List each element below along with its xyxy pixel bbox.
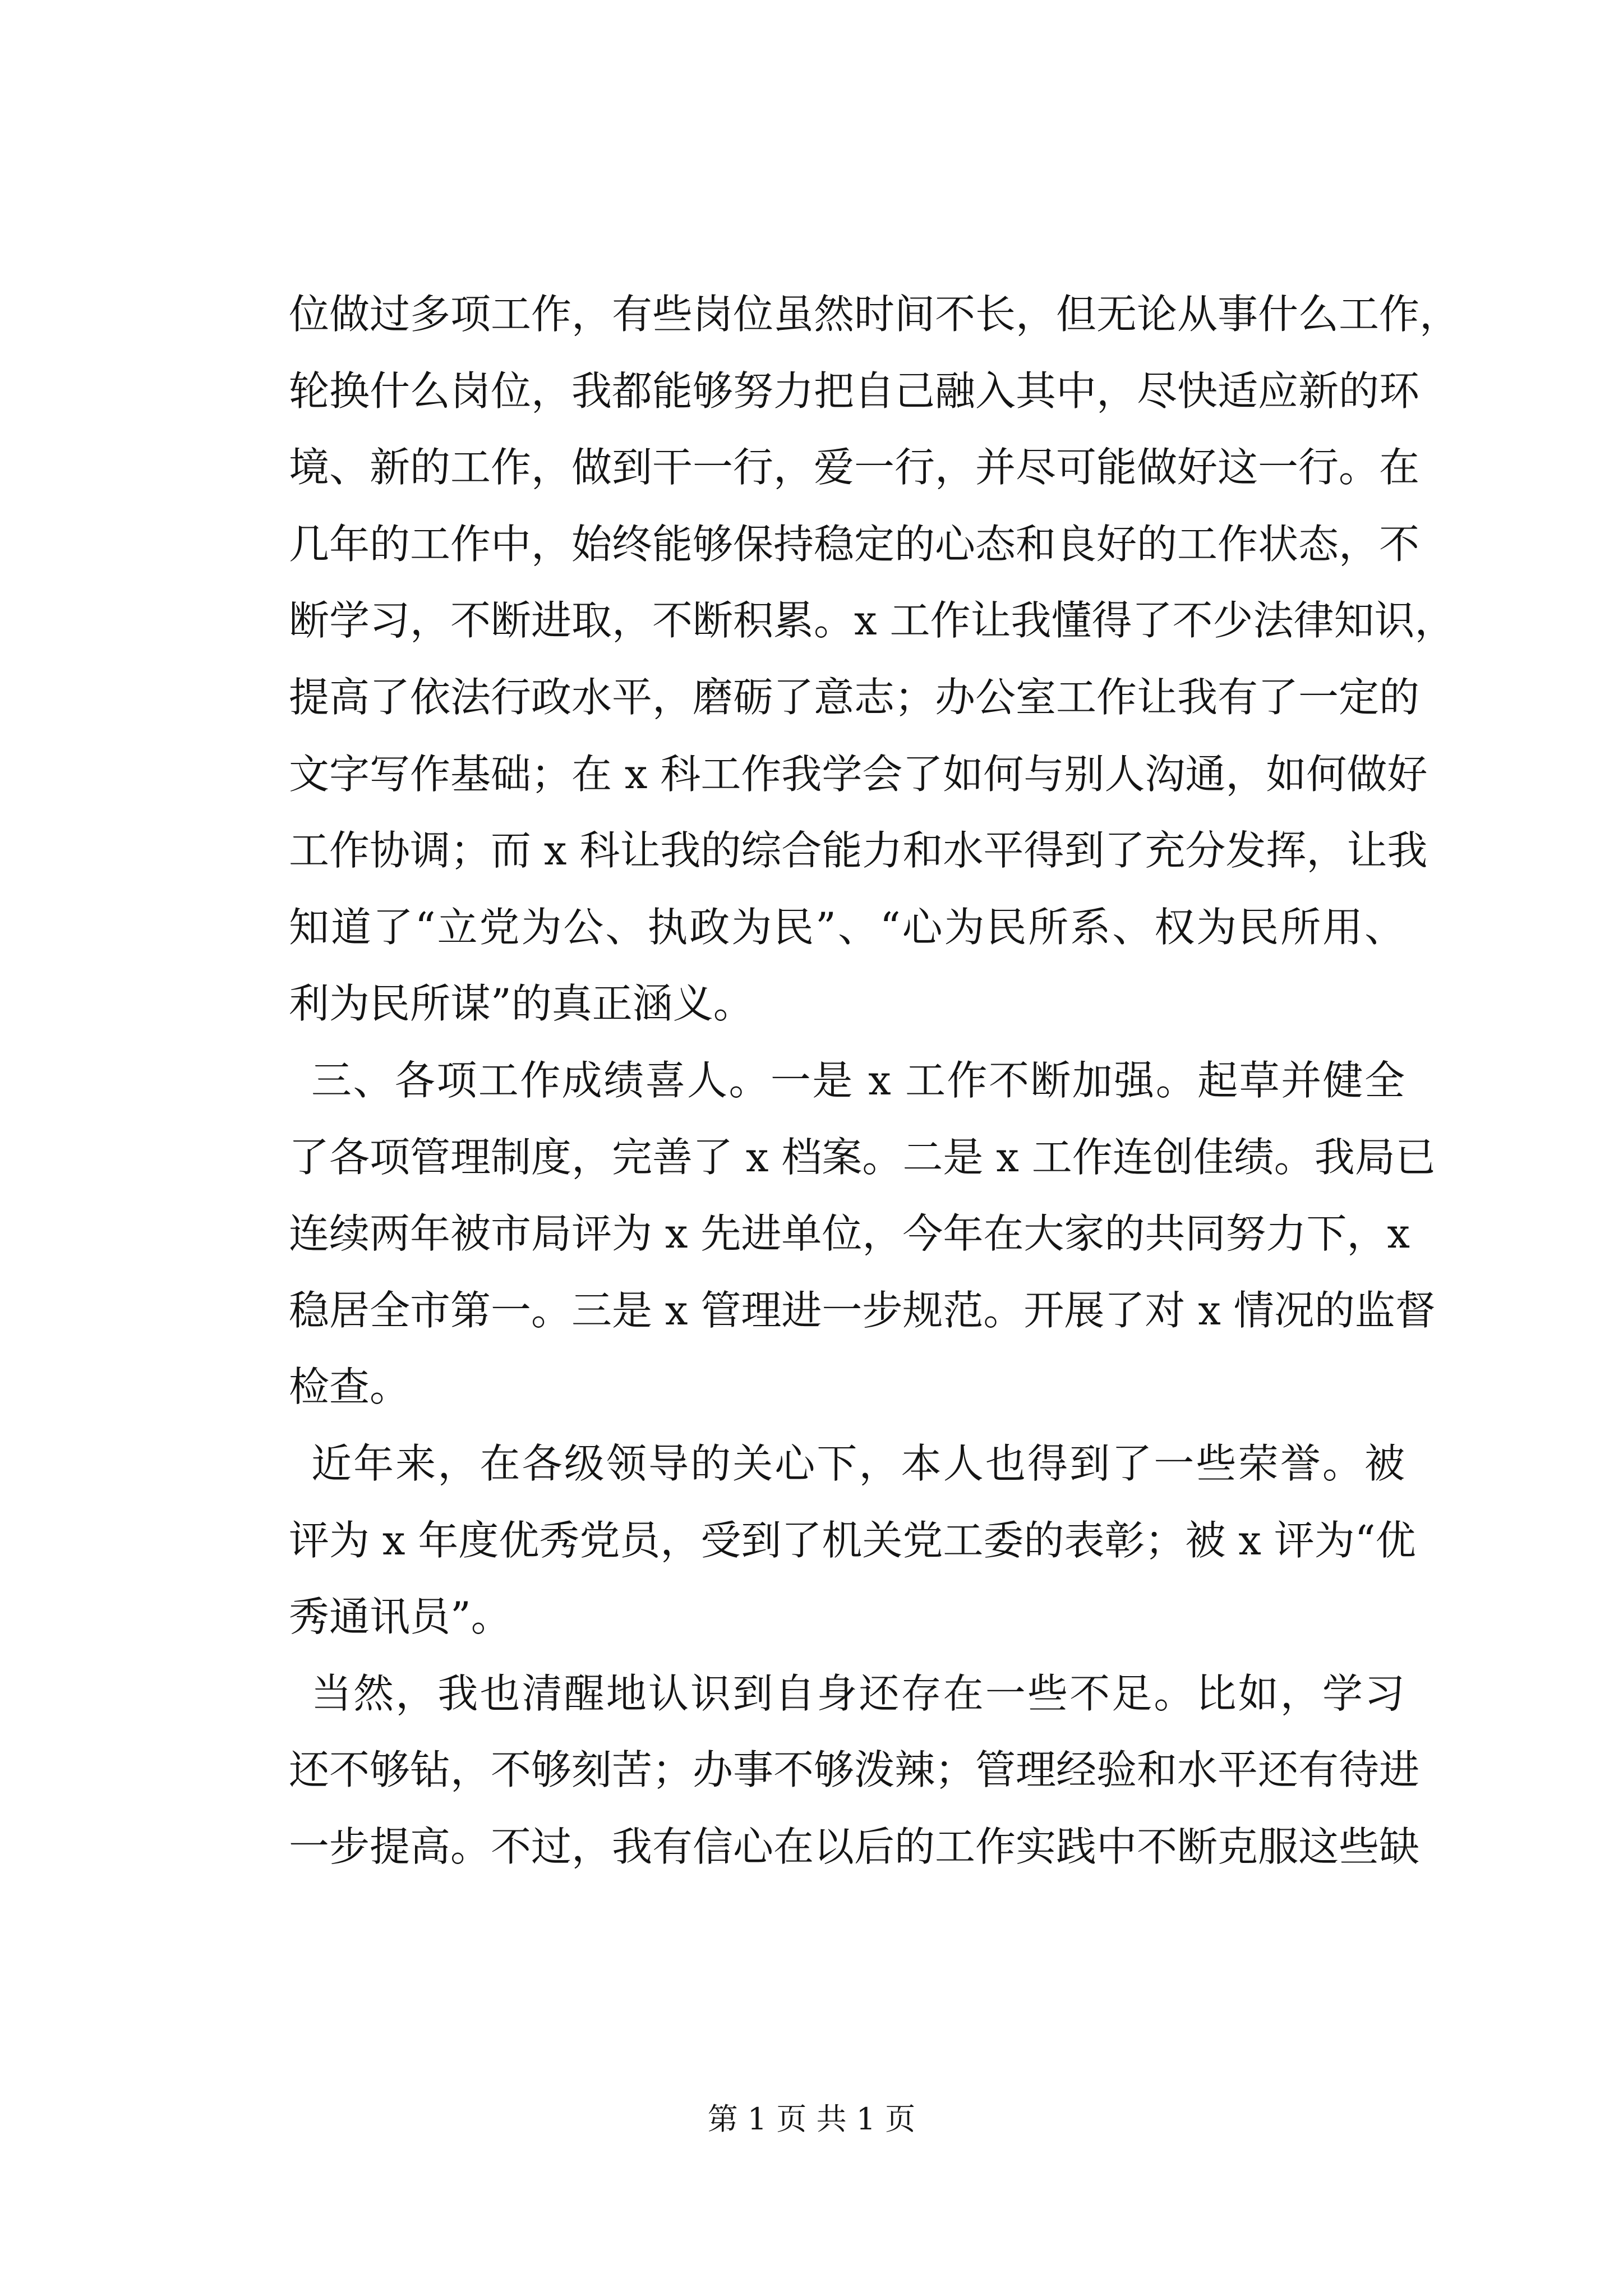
paragraph-start-line: 当然，我也清醒地认识到自身还存在一些不足。比如，学习 [311,1670,1405,1717]
text-line: 文字写作基础；在 x 科工作我学会了如何与别人沟通，如何做好 [289,751,1428,798]
text-line: 秀通讯员”。 [289,1593,511,1640]
text-line: 还不够钻，不够刻苦；办事不够泼辣；管理经验和水平还有待进 [289,1746,1420,1793]
text-line: 位做过多项工作，有些岗位虽然时间不长，但无论从事什么工作， [289,291,1460,338]
text-line: 了各项管理制度，完善了 x 档案。二是 x 工作连创佳绩。我局已 [289,1134,1436,1181]
paragraph-start-line: 近年来，在各级领导的关心下，本人也得到了一些荣誉。被 [311,1440,1405,1487]
paragraph-start-line: 三、各项工作成绩喜人。一是 x 工作不断加强。起草并健全 [311,1057,1405,1104]
text-line: 评为 x 年度优秀党员，受到了机关党工委的表彰；被 x 评为“优 [289,1517,1416,1564]
text-line: 检查。 [289,1363,411,1410]
text-line: 工作协调；而 x 科让我的综合能力和水平得到了充分发挥，让我 [289,827,1428,874]
text-line: 稳居全市第一。三是 x 管理进一步规范。开展了对 x 情况的监督 [289,1287,1436,1334]
text-line: 知道了“立党为公、执政为民”、“心为民所系、权为民所用、 [289,904,1405,951]
text-line: 几年的工作中，始终能够保持稳定的心态和良好的工作状态，不 [289,521,1420,568]
text-line: 一步提高。不过，我有信心在以后的工作实践中不断克服这些缺 [289,1823,1420,1870]
text-line: 轮换什么岗位，我都能够努力把自己融入其中，尽快适应新的环 [289,367,1420,415]
text-line: 提高了依法行政水平，磨砺了意志；办公室工作让我有了一定的 [289,674,1420,721]
text-line: 境、新的工作，做到干一行，爱一行，并尽可能做好这一行。在 [289,444,1420,491]
text-line: 利为民所谋”的真正涵义。 [289,980,754,1027]
text-line: 断学习，不断进取，不断积累。x 工作让我懂得了不少法律知识， [289,597,1455,644]
page-number-footer: 第 1 页 共 1 页 [707,2101,916,2137]
text-line: 连续两年被市局评为 x 先进单位，今年在大家的共同努力下，x [289,1210,1410,1257]
